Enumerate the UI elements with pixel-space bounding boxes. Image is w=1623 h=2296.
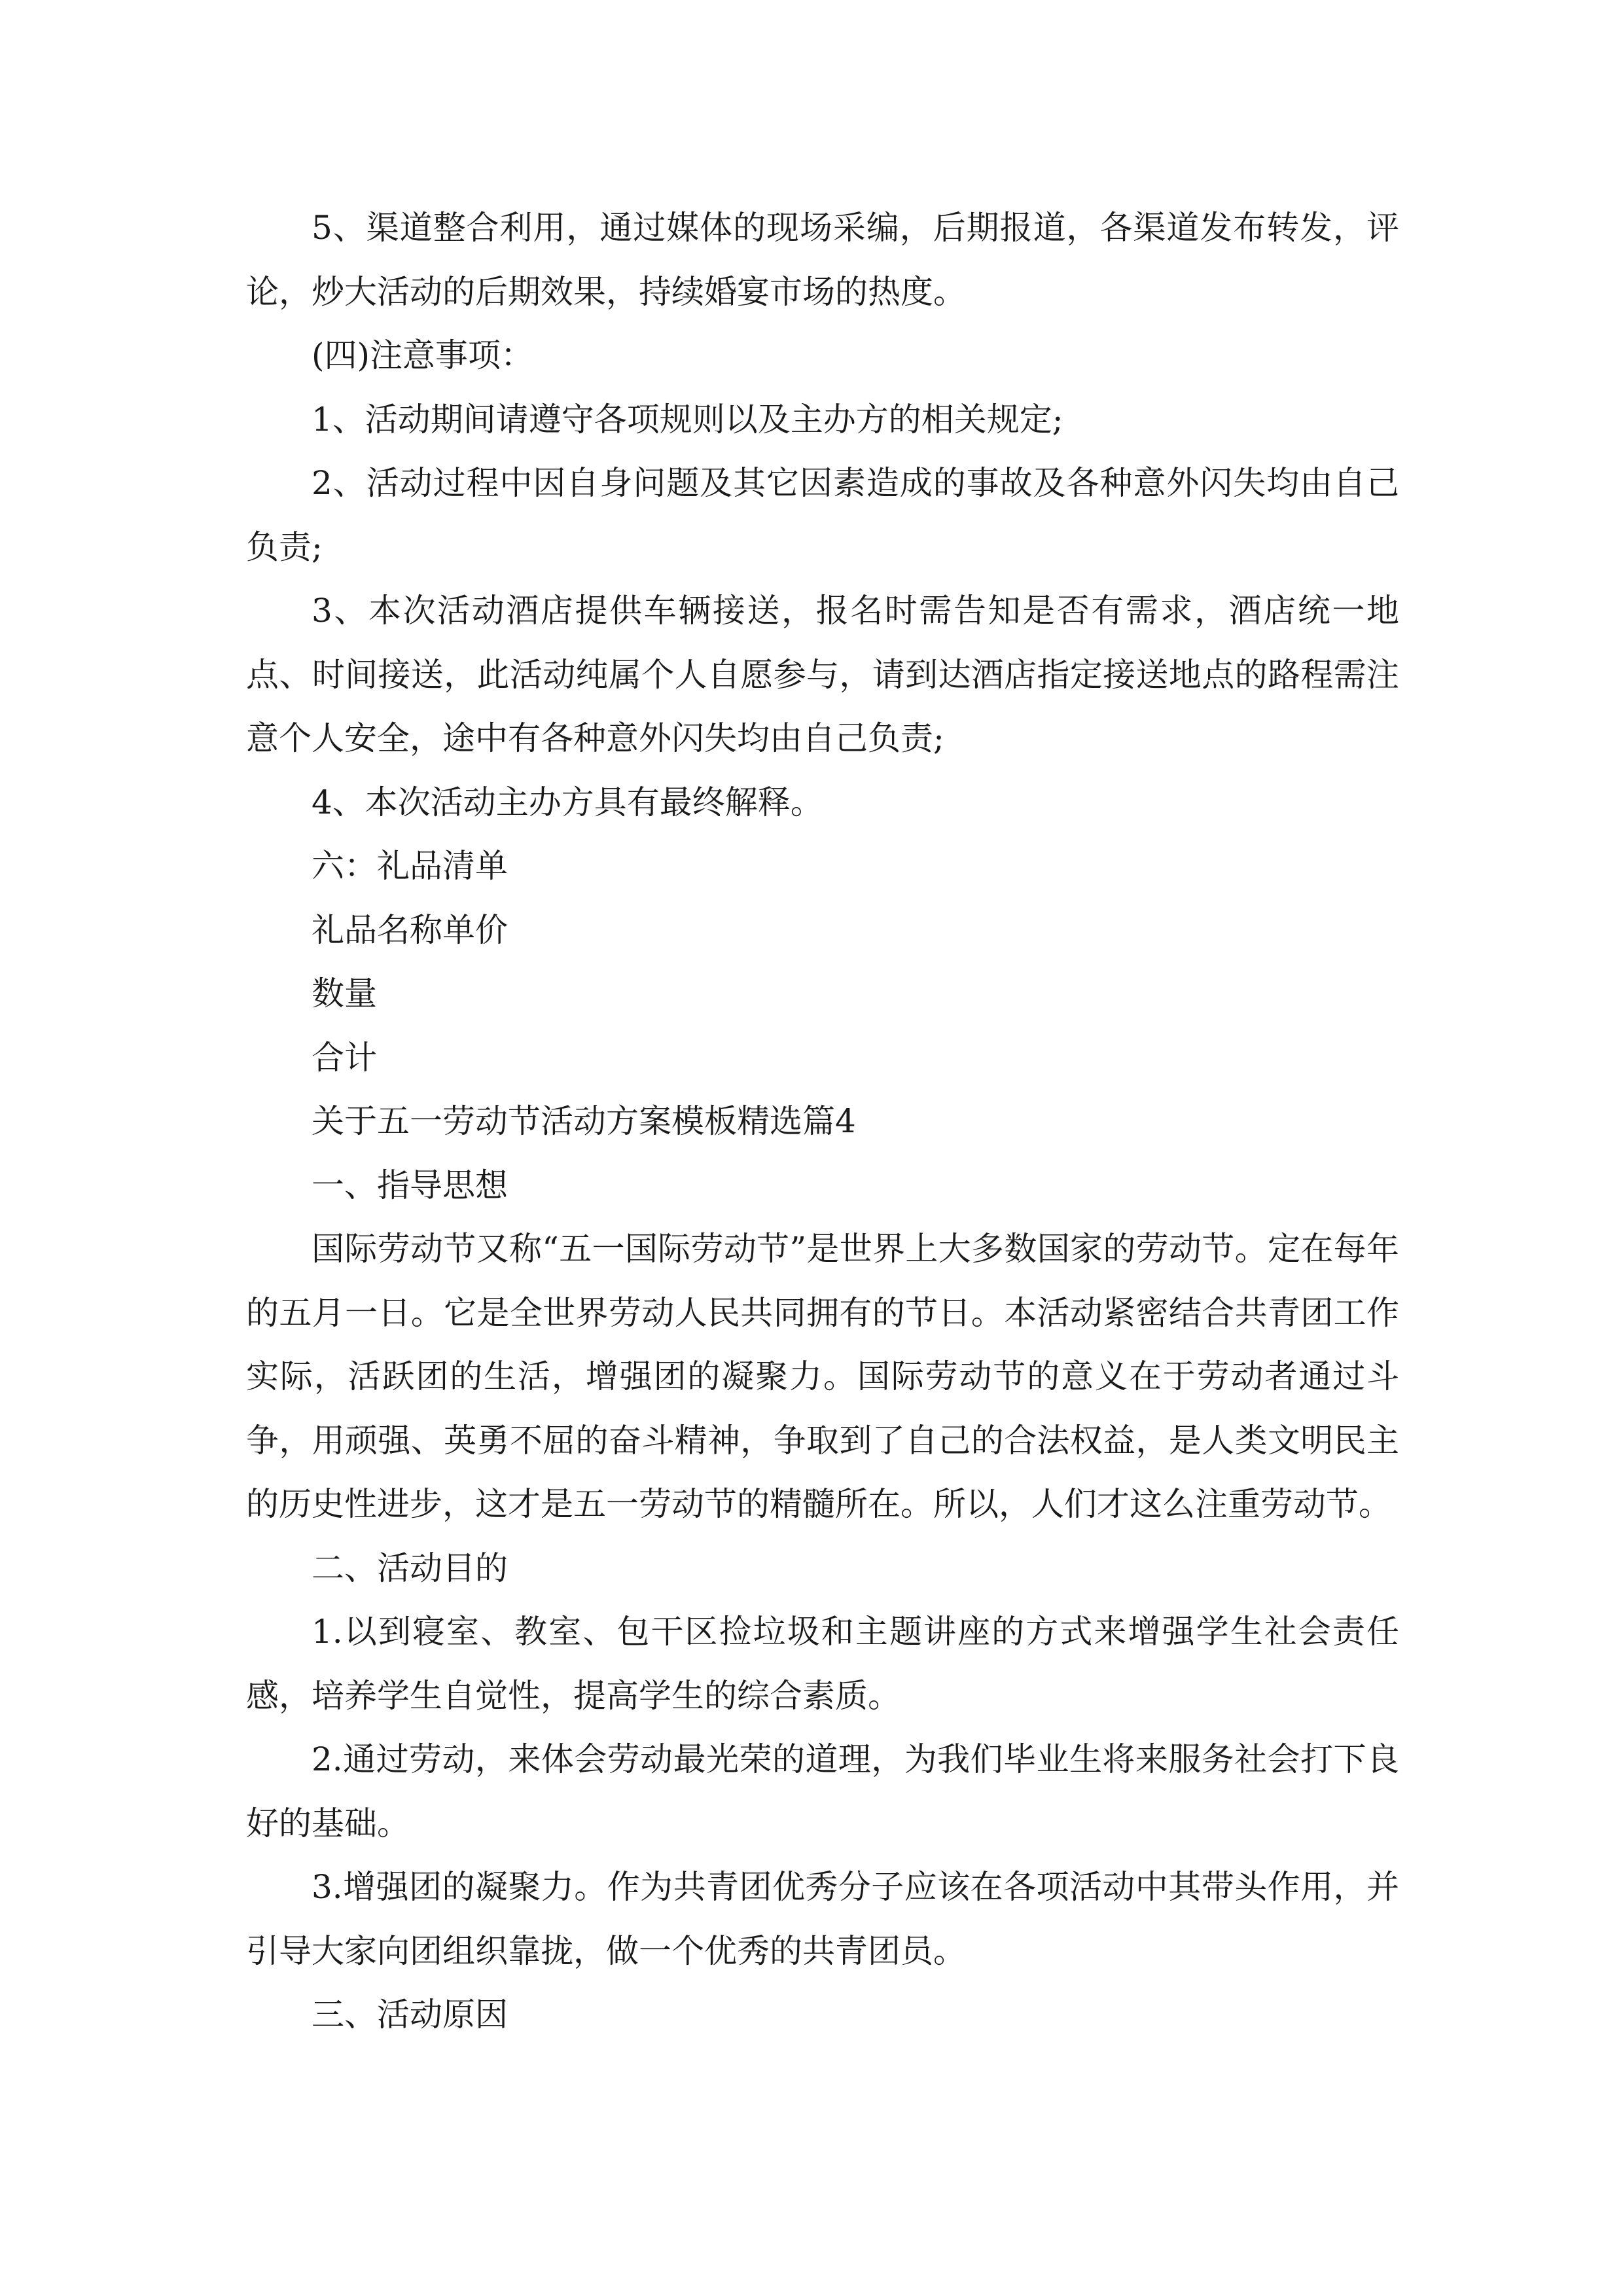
heading-guiding-ideology: 一、指导思想 bbox=[312, 1166, 508, 1204]
paragraph-purpose-3: 3.增强团的凝聚力。作为共青团优秀分子应该在各项活动中其带头作用，并引导大家向团组织靠拢，做一个优秀的共青团员。 bbox=[246, 1868, 1399, 1970]
heading-precautions: (四)注意事项： bbox=[312, 336, 534, 374]
paragraph-channel-integration: 5、渠道整合利用，通过媒体的现场采编，后期报道，各渠道发布转发，评论，炒大活动的后期效果，持续婚宴市场的热度。 bbox=[246, 209, 1399, 311]
paragraph-labor-day-intro: 国际劳动节又称“五一国际劳动节”是世界上大多数国家的劳动节。定在每年的五月一日。它是全世界劳动人民共同拥有的节日。本活动紧密结合共青团工作实际，活跃团的生活，增强团的凝聚力。国际劳动节的意义在于劳动者通过斗争，用顽强、英勇不屈的奋斗精神，争取到了自己的合法权益，是人类文明民主的历史性进步，这才是五一劳动节的精髓所在。所以，人们才这么注重劳动节。 bbox=[246, 1230, 1399, 1523]
gift-list-quantity: 数量 bbox=[312, 975, 377, 1013]
paragraph-purpose-2: 2.通过劳动，来体会劳动最光荣的道理，为我们毕业生将来服务社会打下良好的基础。 bbox=[246, 1740, 1399, 1842]
gift-list-header: 礼品名称单价 bbox=[312, 910, 508, 949]
gift-list-total: 合计 bbox=[312, 1038, 377, 1077]
heading-activity-reason: 三、活动原因 bbox=[312, 1996, 508, 2034]
paragraph-purpose-1: 1.以到寝室、教室、包干区捡垃圾和主题讲座的方式来增强学生社会责任感，培养学生自觉性，提高学生的综合素质。 bbox=[246, 1613, 1399, 1715]
paragraph-rule-1: 1、活动期间请遵守各项规则以及主办方的相关规定; bbox=[312, 400, 1063, 439]
paragraph-rule-2: 2、活动过程中因自身问题及其它因素造成的事故及各种意外闪失均由自己负责; bbox=[246, 464, 1399, 566]
document-body bbox=[246, 196, 1399, 2047]
paragraph-rule-4: 4、本次活动主办方具有最终解释。 bbox=[312, 783, 823, 821]
heading-gift-list: 六：礼品清单 bbox=[312, 847, 508, 885]
section-title-4: 关于五一劳动节活动方案模板精选篇4 bbox=[312, 1102, 856, 1140]
heading-activity-purpose: 二、活动目的 bbox=[312, 1549, 508, 1587]
paragraph-rule-3: 3、本次活动酒店提供车辆接送，报名时需告知是否有需求，酒店统一地点、时间接送，此活动纯属个人自愿参与，请到达酒店指定接送地点的路程需注意个人安全，途中有各种意外闪失均由自己负责; bbox=[246, 592, 1399, 757]
